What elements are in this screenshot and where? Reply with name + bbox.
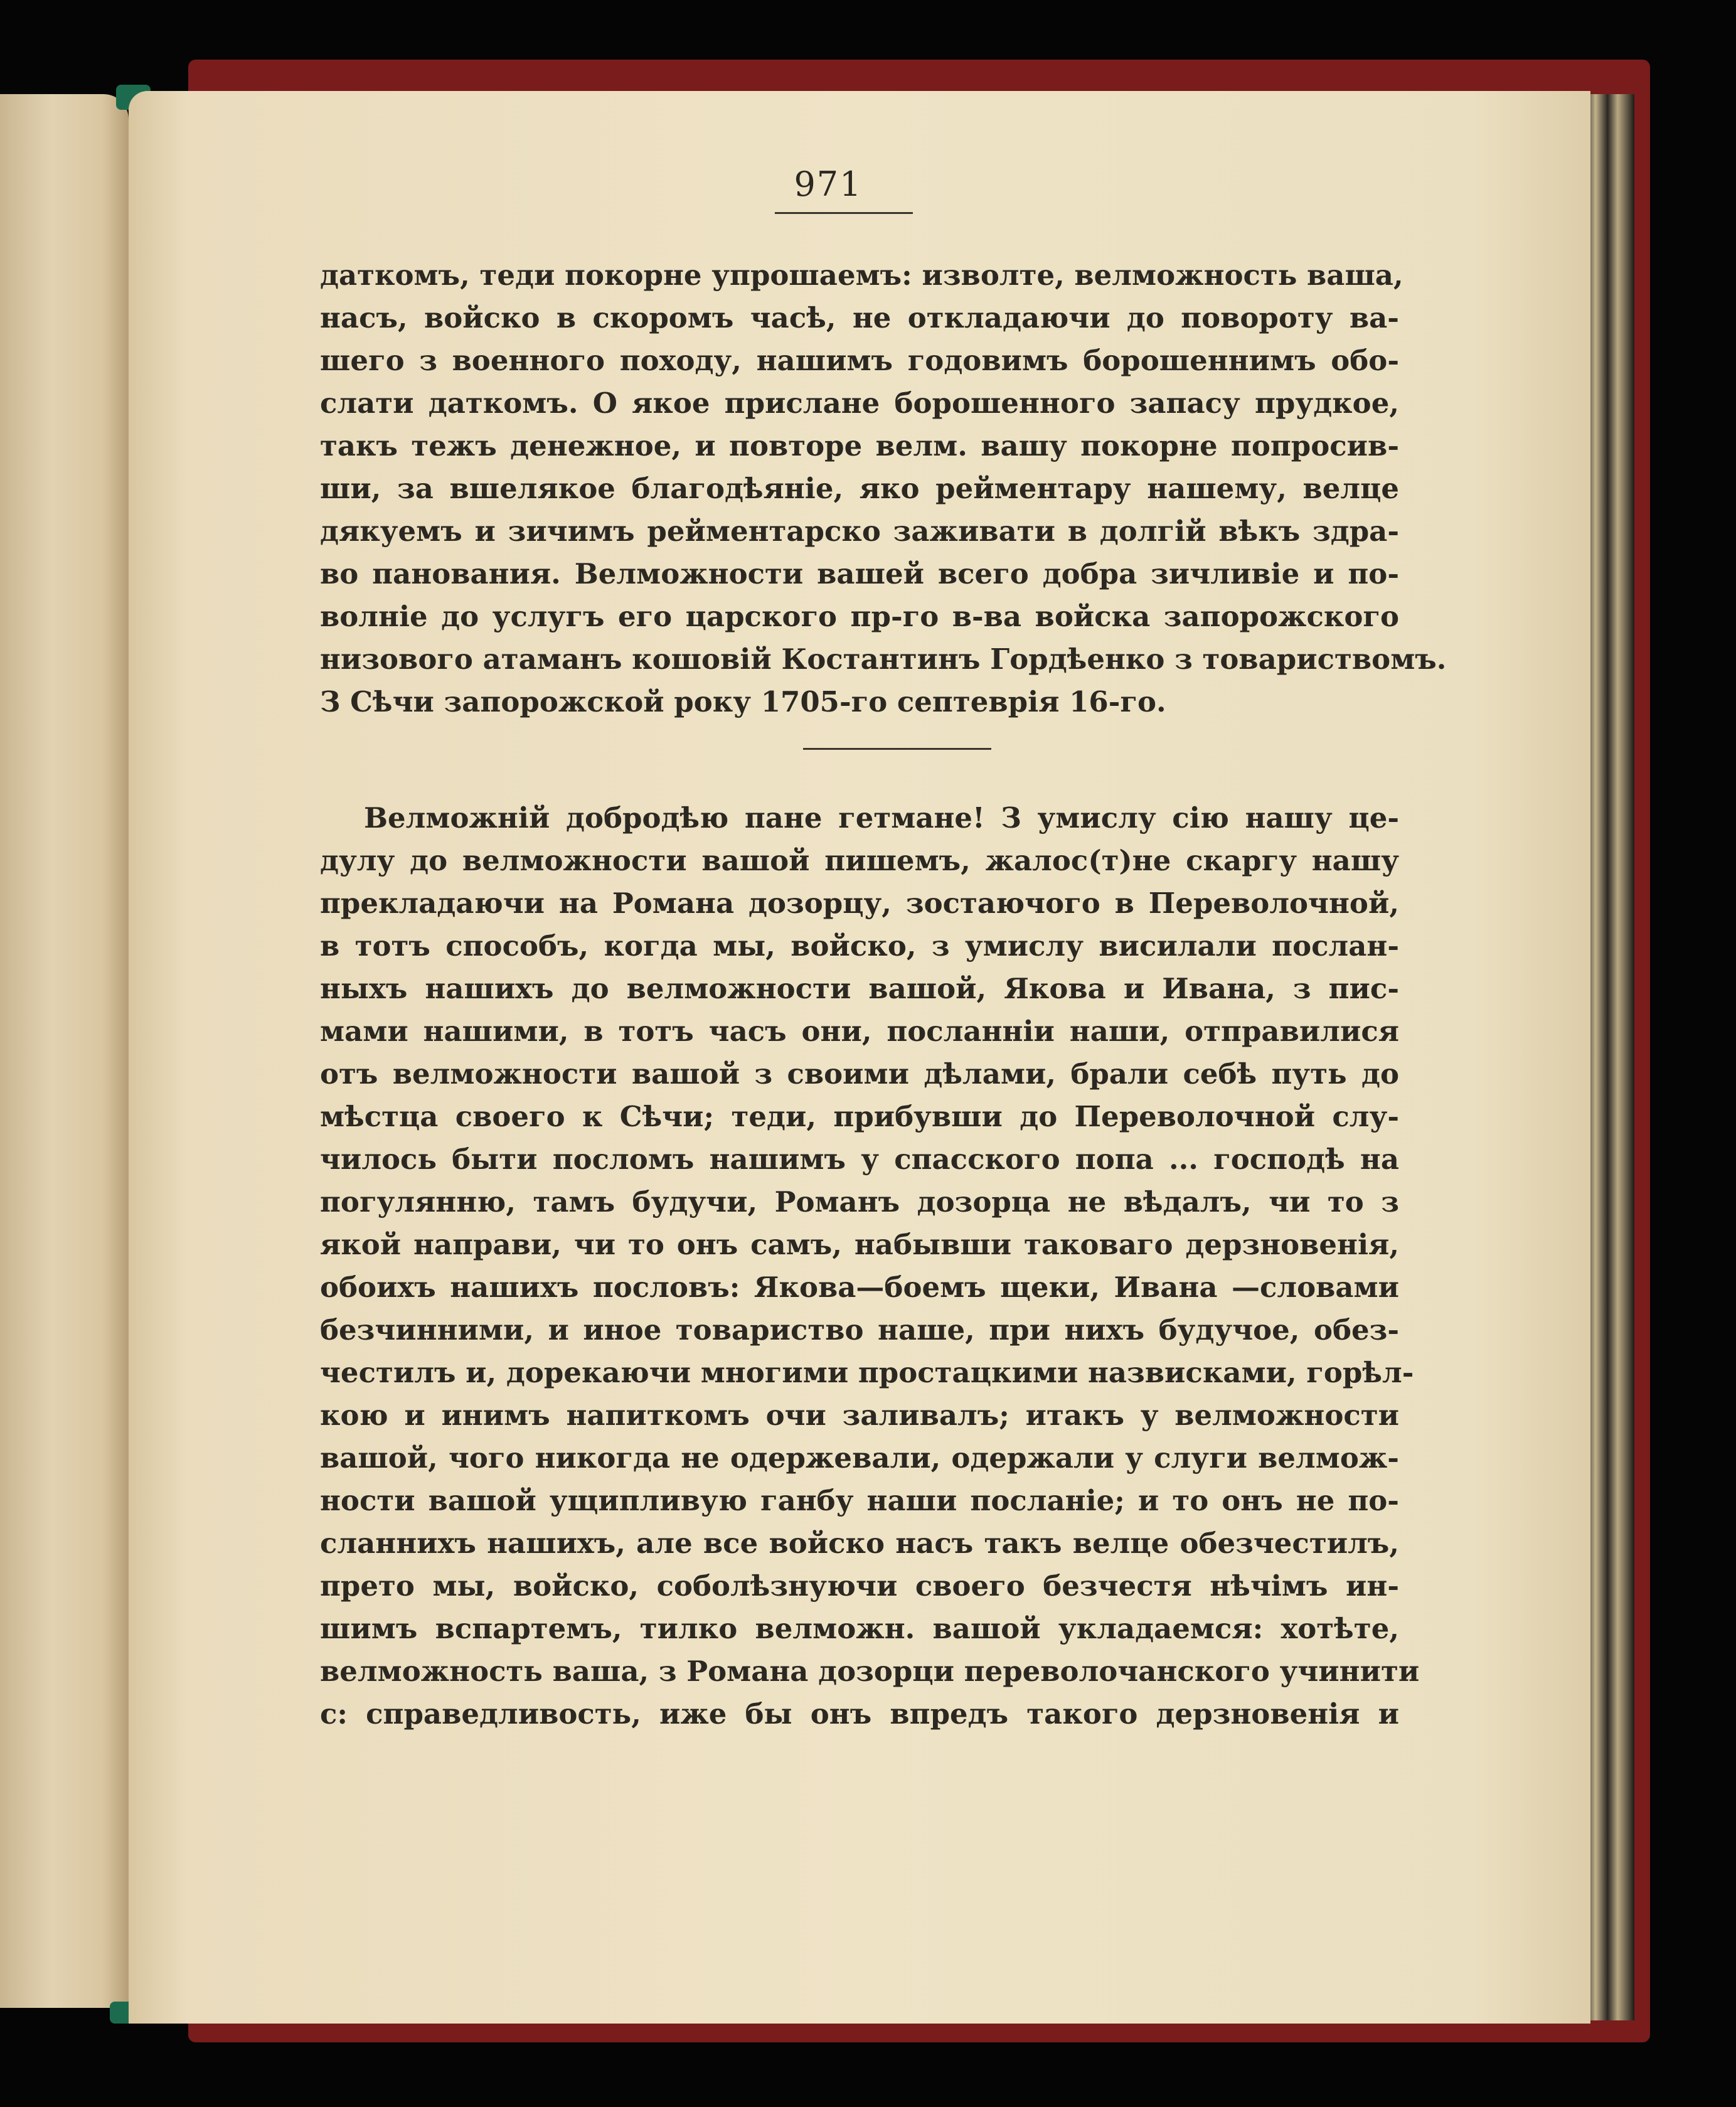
text-line: шимъ вспартемъ, тилко велможн. вашой укладаемся: хотѣте, xyxy=(320,1612,1399,1645)
text-line: прето мы, войско, соболѣзнуючи своего безчестя нѣчімъ ин- xyxy=(320,1569,1399,1603)
text-line: чилось быти посломъ нашимъ у спасского попа ... господѣ на xyxy=(320,1143,1399,1176)
text-line: прекладаючи на Романа дозорцу, зостаючого в Переволочной, xyxy=(320,887,1399,920)
text-line: слати даткомъ. О якое прислане борошенного запасу прудкое, xyxy=(320,387,1399,420)
text-line: вашой, чого никогда не одержевали, одержали у слуги велмож- xyxy=(320,1441,1399,1475)
text-line: насъ, войско в скоромъ часѣ, не откладаючи до повороту ва- xyxy=(320,301,1399,334)
text-line: Велможній добродѣю пане гетмане! З умислу сію нашу це- xyxy=(364,801,1399,835)
text-line: с: справедливость, иже бы онъ впредъ такого дерзновенія и xyxy=(320,1697,1399,1731)
text-line: низового атаманъ кошовій Костантинъ Гордѣенко з товариствомъ. xyxy=(320,643,1447,676)
text-line: во панования. Велможности вашей всего добра зичливіе и по- xyxy=(320,557,1399,590)
left-page-edge xyxy=(0,94,129,2008)
text-line: З Сѣчи запорожской року 1705-го септеврія 16-го. xyxy=(320,685,1166,718)
text-line: в тотъ способъ, когда мы, войско, з умислу висилали послан- xyxy=(320,929,1399,963)
text-line: ныхъ нашихъ до велможности вашой, Якова и Ивана, з пис- xyxy=(320,972,1399,1005)
text-line: обоихъ нашихъ пословъ: Якова—боемъ щеки, Ивана —словами xyxy=(320,1271,1399,1304)
letter-2-text xyxy=(320,797,1420,1736)
text-line: якой направи, чи то онъ самъ, набывши таковаго дерзновенія, xyxy=(320,1228,1399,1261)
text-line: велможность ваша, з Романа дозорци переволочанского учинити xyxy=(320,1655,1420,1688)
text-line: кою и инимъ напиткомъ очи заливалъ; итакъ у велможности xyxy=(320,1399,1399,1432)
text-line: погулянню, тамъ будучи, Романъ дозорца не вѣдалъ, чи то з xyxy=(320,1185,1399,1219)
text-line: дулу до велможности вашой пишемъ, жалос(т)не скаргу нашу xyxy=(320,844,1399,877)
text-line: волніе до услугъ его царского пр-го в-ва войска запорожского xyxy=(320,600,1399,633)
text-line: ности вашой ущипливую ганбу наши посланіе; и то онъ не по- xyxy=(320,1484,1399,1517)
text-line: шего з военного походу, нашимъ годовимъ борошеннимъ обо- xyxy=(320,344,1399,377)
text-line: отъ велможности вашой з своими дѣлами, брали себѣ путь до xyxy=(320,1057,1399,1091)
text-line: дякуемъ и зичимъ рейментарско заживати в долгій вѣкъ здра- xyxy=(320,515,1399,548)
text-line: сланнихъ нашихъ, але все войско насъ такъ велце обезчестилъ, xyxy=(320,1527,1399,1560)
section-divider xyxy=(803,748,991,750)
text-line: ши, за вшелякое благодѣяніе, яко рейментару нашему, велце xyxy=(320,472,1399,505)
text-line: даткомъ, теди покорне упрошаемъ: изволте, велможность ваша, xyxy=(320,259,1403,292)
text-line: мами нашими, в тотъ часъ они, посланніи наши, отправилися xyxy=(320,1015,1399,1048)
text-line: честилъ и, дорекаючи многими простацкими назвисками, горѣл- xyxy=(320,1356,1414,1389)
letter-1-text xyxy=(320,254,1447,723)
text-line: безчинними, и иное товариство наше, при нихъ будучое, обез- xyxy=(320,1313,1399,1347)
text-line: такъ тежъ денежное, и повторе велм. вашу покорне попросив- xyxy=(320,429,1399,462)
page-number-underline xyxy=(775,212,913,214)
text-line: мѣстца своего к Сѣчи; теди, прибувши до Переволочной слу- xyxy=(320,1100,1399,1133)
page-number: 971 xyxy=(794,164,863,204)
